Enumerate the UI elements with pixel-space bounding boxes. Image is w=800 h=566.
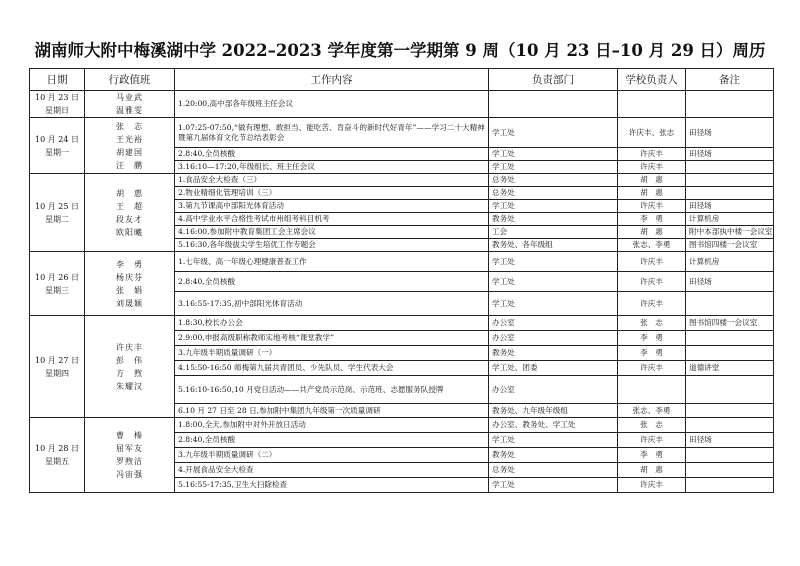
note-cell [686,463,774,478]
duty-name: 李 勇 [116,259,143,269]
note-cell [686,418,774,433]
duty-name: 罗煦洁 [116,457,143,466]
duty-cell [85,91,175,118]
department-cell: 学工处 [489,118,618,148]
duty-name: 马业武 [116,93,143,102]
table-row [30,418,774,433]
leader-cell: 胡 惠 [618,187,686,200]
content-cell: 2.8:40,全员核酸 [175,148,489,161]
duty-name: 许庆丰 [116,342,143,352]
department-cell: 办公室 [489,316,618,331]
duty-cell [85,118,175,174]
leader-cell: 李 勇 [618,346,686,361]
department-cell: 学工处 [489,433,618,448]
note-cell [686,404,774,418]
department-cell: 学工处、团委 [489,361,618,376]
duty-name: 温雅雯 [116,106,143,115]
content-cell: 2.9:00,申报高级职称教师实地考核“课堂教学” [175,331,489,346]
note-cell: 田径场 [686,118,774,148]
leader-cell: 胡 惠 [618,174,686,187]
duty-name: 汪 鹏 [116,160,143,170]
duty-name: 冯宙强 [116,470,143,479]
leader-cell: 许庆丰 [618,272,686,292]
content-cell: 3.第九节课高中部阳光体育活动 [175,200,489,213]
note-cell [686,478,774,493]
table-row [30,91,774,118]
header-row [30,69,774,91]
header-duty: 行政值班 [85,69,175,91]
note-cell [686,161,774,174]
leader-cell: 胡 惠 [618,226,686,239]
leader-cell [618,91,686,118]
department-cell: 教务处、各年级组 [489,239,618,252]
note-cell [686,346,774,361]
note-cell: 田径场 [686,433,774,448]
content-cell: 1.07:25-07:50,“做有理想、敢担当、能吃苦、肯奋斗的新时代好青年”——学习二十大精神暨第九届体育文化节总结表彰会 [175,118,489,148]
department-cell: 学工处 [489,478,618,493]
content-cell: 4.15:50-16:50 师梅第九届共青团员、少先队员、学生代表大会 [175,361,489,376]
content-cell: 3.16:10—17:20,年级组长、班主任会议 [175,161,489,174]
department-cell: 总务处 [489,463,618,478]
leader-cell: 许庆丰 [618,252,686,272]
note-cell [686,91,774,118]
duty-name: 屈军友 [116,444,143,453]
content-cell: 5.16:10-16:50,10 月党日活动——共产党员示范岗、示范班、志愿服务队授牌 [175,376,489,404]
date-label: 10 月 27 日 [35,355,79,365]
weekly-schedule-table [29,68,774,493]
content-cell: 5.16:30,各年级拔尖学生培优工作专题会 [175,239,489,252]
header-note: 备注 [686,69,774,91]
content-cell: 3.16:55-17:35,初中部阳光体育活动 [175,292,489,316]
header-leader: 学校负责人 [618,69,686,91]
note-cell [686,292,774,316]
note-cell: 附中本部执中楼一会议室 [686,226,774,239]
department-cell: 学工处 [489,161,618,174]
leader-cell: 李 勇 [618,331,686,346]
duty-name: 王光裕 [116,134,143,144]
weekday-label: 星期四 [45,368,69,378]
note-cell [686,331,774,346]
date-cell [30,91,85,118]
header-date: 日期 [30,69,85,91]
leader-cell: 张志、李勇 [618,404,686,418]
weekday-label: 星期三 [45,285,69,295]
leader-cell: 李 勇 [618,213,686,226]
content-cell: 4.16:00,参加附中教育集团工会主席会议 [175,226,489,239]
note-cell: 田径场 [686,200,774,213]
department-cell: 办公室 [489,331,618,346]
department-cell: 学工处 [489,292,618,316]
department-cell: 教务处 [489,346,618,361]
weekday-label: 星期一 [45,147,69,157]
duty-name: 刘晟颖 [116,298,143,308]
leader-cell: 许庆丰、张志 [618,118,686,148]
department-cell: 总务处 [489,187,618,200]
leader-cell: 许庆丰 [618,200,686,213]
content-cell: 4.高中学业水平合格性考试市州组考科目机考 [175,213,489,226]
department-cell: 教务处、九年级年级组 [489,404,618,418]
content-cell: 2.8:40,全员核酸 [175,272,489,292]
content-cell: 1.8:30,校长办公会 [175,316,489,331]
department-cell: 学工处 [489,200,618,213]
leader-cell: 张志、李勇 [618,239,686,252]
header-department: 负责部门 [489,69,618,91]
leader-cell: 许庆丰 [618,161,686,174]
weekday-label: 星期五 [45,457,69,466]
note-cell: 田径场 [686,272,774,292]
leader-cell: 张 志 [618,418,686,433]
duty-name: 方 煦 [116,368,143,378]
weekday-label: 星期日 [45,106,69,115]
page-title: 湖南师大附中梅溪湖中学 2022–2023 学年度第一学期第 9 周（10 月 23 日–10 月 29 日）周历 [34,41,766,60]
duty-name: 胡 惠 [116,188,143,198]
department-cell: 教务处 [489,213,618,226]
duty-cell [85,252,175,316]
note-cell [686,448,774,463]
table-row [30,252,774,272]
duty-name: 欧阳曦 [116,227,143,237]
table-row [30,118,774,148]
table-row [30,316,774,331]
content-cell: 2.物业精细化管理培训（三） [175,187,489,200]
note-cell: 图书馆四楼一会议室 [686,316,774,331]
department-cell: 工会 [489,226,618,239]
note-cell: 道德讲堂 [686,361,774,376]
leader-cell: 胡 惠 [618,463,686,478]
department-cell: 教务处 [489,448,618,463]
leader-cell: 许庆丰 [618,292,686,316]
duty-name: 王 超 [116,201,143,211]
date-label: 10 月 24 日 [35,134,79,144]
content-cell: 1.20:00,高中部各年级班主任会议 [175,91,489,118]
note-cell: 图书馆四楼一会议室 [686,239,774,252]
duty-name: 段友才 [116,214,143,224]
content-cell: 3.九年级半期质量调研（二） [175,448,489,463]
date-cell [30,418,85,493]
content-cell: 1.食品安全大检查（三） [175,174,489,187]
duty-cell [85,316,175,418]
leader-cell: 许庆丰 [618,148,686,161]
content-cell: 2.8:40,全员核酸 [175,433,489,448]
leader-cell: 李 勇 [618,448,686,463]
duty-name: 朱耀汉 [116,381,143,391]
department-cell: 学工处 [489,272,618,292]
table-row [30,174,774,187]
content-cell: 1.七年级、高一年级心理健康普查工作 [175,252,489,272]
header-content: 工作内容 [175,69,489,91]
note-cell [686,376,774,404]
date-label: 10 月 28 日 [35,444,79,453]
duty-name: 曹 榛 [116,431,143,440]
department-cell [489,91,618,118]
note-cell: 田径场 [686,148,774,161]
department-cell: 学工处 [489,252,618,272]
note-cell [686,187,774,200]
duty-cell [85,174,175,252]
note-cell: 计算机房 [686,252,774,272]
note-cell: 计算机房 [686,213,774,226]
leader-cell: 许庆丰 [618,433,686,448]
date-label: 10 月 23 日 [35,93,79,102]
leader-cell: 许庆丰 [618,478,686,493]
department-cell: 办公室、教务处、学工处 [489,418,618,433]
date-cell [30,174,85,252]
leader-cell: 张 志 [618,316,686,331]
leader-cell [618,376,686,404]
date-label: 10 月 25 日 [35,201,79,211]
date-label: 10 月 26 日 [35,272,79,282]
date-cell [30,252,85,316]
department-cell: 学工处 [489,148,618,161]
date-cell [30,316,85,418]
duty-cell [85,418,175,493]
content-cell: 1.8:00,全天,参加附中对外开放日活动 [175,418,489,433]
leader-cell: 许庆丰 [618,361,686,376]
department-cell: 总务处 [489,174,618,187]
content-cell: 6.10 月 27 日至 28 日,参加附中集团九年级第一次质量调研 [175,404,489,418]
content-cell: 4.开展食品安全大检查 [175,463,489,478]
duty-name: 张 娟 [116,285,143,295]
duty-name: 彭 伟 [116,355,143,365]
date-cell [30,118,85,174]
content-cell: 3.九年级半期质量调研（一） [175,346,489,361]
weekday-label: 星期二 [45,214,69,224]
content-cell: 5.16:55-17:35,卫生大扫除检查 [175,478,489,493]
duty-name: 胡建国 [116,147,143,157]
duty-name: 杨庆芬 [116,272,143,282]
department-cell: 办公室 [489,376,618,404]
duty-name: 张 志 [116,121,143,131]
note-cell [686,174,774,187]
